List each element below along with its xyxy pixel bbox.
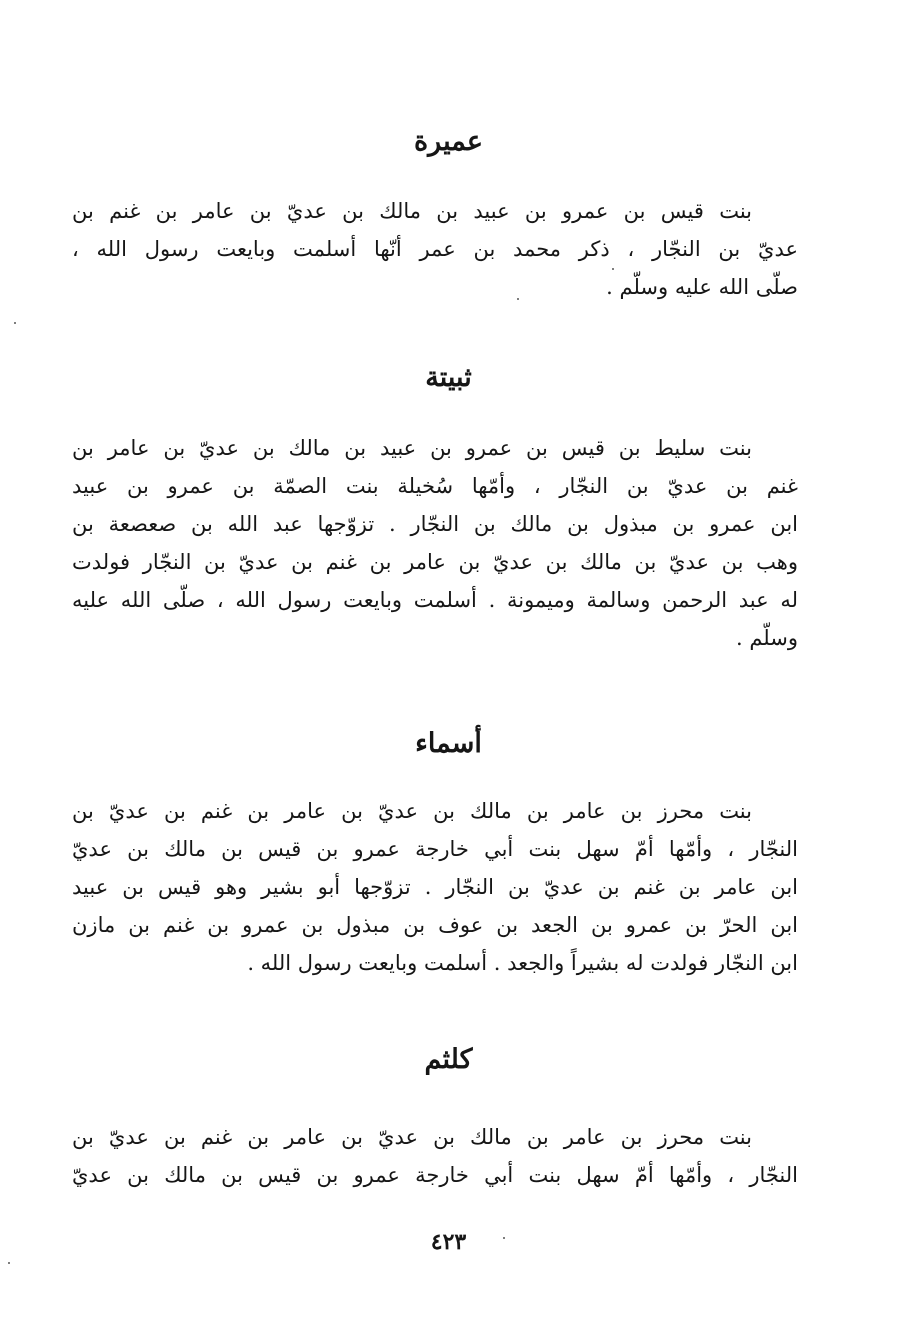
text-line: النجّار ، وأمّها أمّ سهل بنت أبي خارجة عمرو بن قيس بن مالك بن عديّ: [72, 1163, 798, 1187]
section-paragraph-2: [72, 429, 798, 657]
text-line: ابن النجّار فولدت له بشيراً والجعد . أسلمت وبايعت رسول الله .: [247, 951, 798, 975]
section-heading-3: أسماء: [415, 728, 482, 759]
scan-speck: [503, 1237, 505, 1239]
text-line: ابن عمرو بن مبذول بن مالك بن النجّار . تزوّجها عبد الله بن صعصعة بن: [72, 512, 798, 536]
text-line: له عبد الرحمن وسالمة وميمونة . أسلمت وبايعت رسول الله ، صلّى الله عليه: [72, 588, 798, 612]
section-heading-4: كلثم: [424, 1044, 473, 1075]
scan-speck: [8, 1262, 10, 1264]
text-line: بنت قيس بن عمرو بن عبيد بن مالك بن عديّ بن عامر بن غنم بن: [72, 199, 752, 223]
text-line: بنت سليط بن قيس بن عمرو بن عبيد بن مالك بن عديّ بن عامر بن: [72, 436, 752, 460]
section-heading-1: عميرة: [414, 126, 483, 157]
scan-speck: [612, 268, 614, 270]
text-line: بنت محرز بن عامر بن مالك بن عديّ بن عامر بن غنم بن عديّ بن: [72, 799, 752, 823]
text-line: النجّار ، وأمّها أمّ سهل بنت أبي خارجة عمرو بن قيس بن مالك بن عديّ: [72, 837, 798, 861]
scan-speck: [14, 322, 16, 324]
text-line: ابن الحرّ بن عمرو بن الجعد بن عوف بن مبذول بن عمرو بن غنم بن مازن: [72, 913, 798, 937]
text-line: عديّ بن النجّار ، ذكر محمد بن عمر أنّها أسلمت وبايعت رسول الله ،: [72, 237, 798, 261]
text-line: غنم بن عديّ بن النجّار ، وأمّها سُخيلة بنت الصمّة بن عمرو بن عبيد: [72, 474, 798, 498]
text-line: ابن عامر بن غنم بن عديّ بن النجّار . تزوّجها أبو بشير وهو قيس بن عبيد: [72, 875, 798, 899]
section-paragraph-1: [72, 192, 798, 306]
scan-speck: [517, 298, 519, 300]
section-heading-2: ثبيتة: [425, 362, 472, 393]
text-line: وسلّم .: [735, 626, 798, 650]
page-number: ٤٢٣: [430, 1229, 467, 1255]
section-paragraph-3: [72, 792, 798, 982]
text-line: بنت محرز بن عامر بن مالك بن عديّ بن عامر بن غنم بن عديّ بن: [72, 1125, 752, 1149]
text-line: وهب بن عديّ بن مالك بن عديّ بن عامر بن غنم بن عديّ بن النجّار فولدت: [72, 550, 798, 574]
text-line: صلّى الله عليه وسلّم .: [606, 275, 798, 299]
section-paragraph-4: [72, 1118, 798, 1194]
